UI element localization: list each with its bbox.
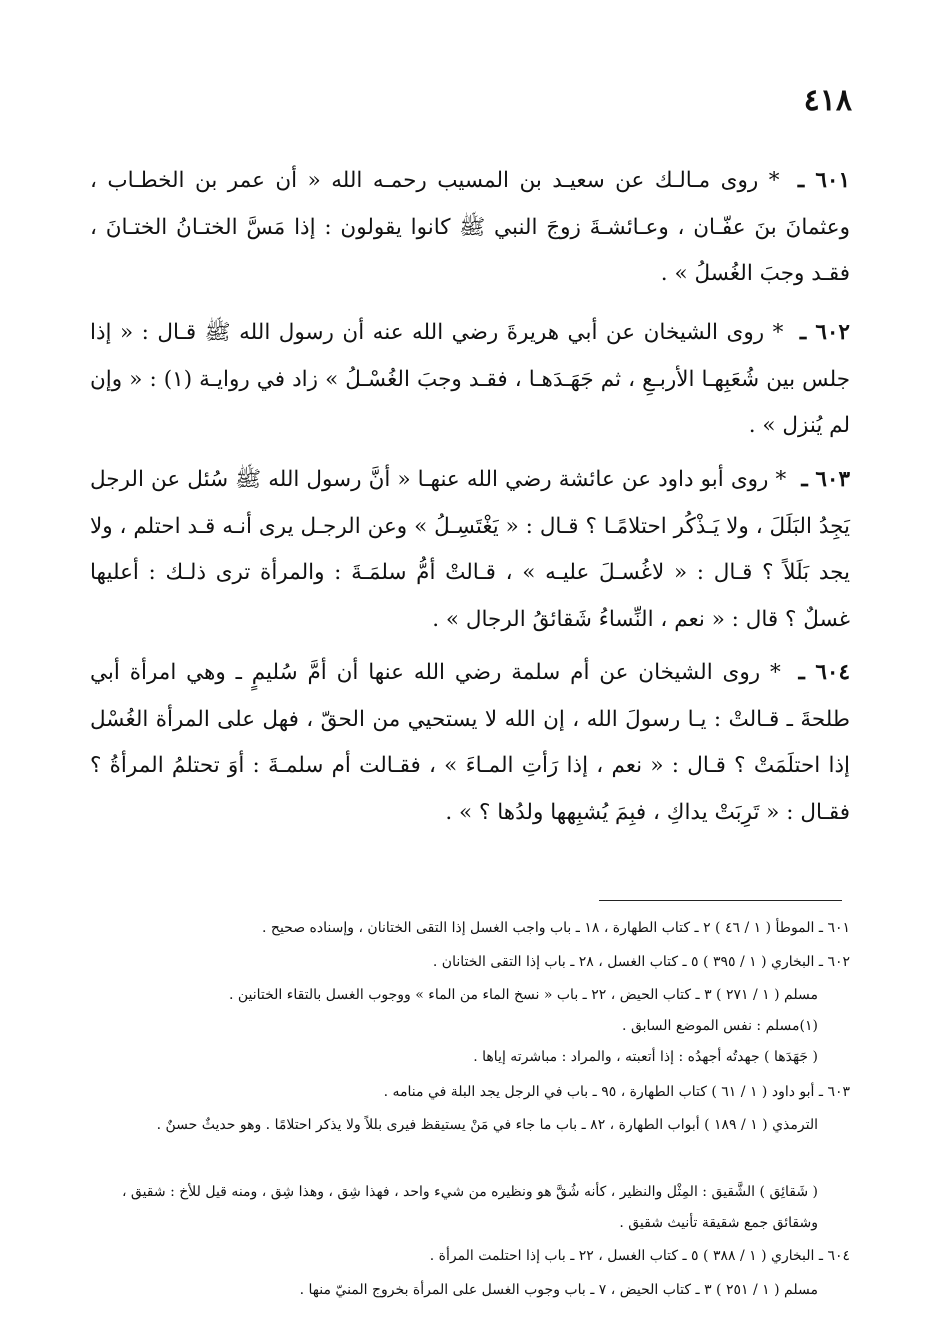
footnote: ٦٠١ ـ الموطأ ( ١ / ٤٦ ) ٢ ـ كتاب الطهارة ، ١٨ ـ باب واجب الغسل إذا التقى الختانان ، وإسناده صحيح .: [262, 920, 850, 936]
hadith-text: * روى الشيخان عن أم سلمة رضي الله عنها أن أمَّ سُليمٍ ـ وهي امرأة أبي طلحةَ ـ قـالتْ : يـا رسولَ الله ، إن الله لا يستحيي من الحقّ ، فهل على المرأة الغُسْل إذا احتلَمَتْ ؟ قـال : « نعم ، إذا رَأتِ المـاءَ » ، فقـالت أم سلمـةَ : أوَ تحتلمُ المرأةُ ؟ فقـال : « تَرِبَتْ يداكِ ، فبِمَ يُشبِهها ولدُها ؟ » .: [90, 660, 850, 825]
hadith-number: ٦٠٤ ـ: [798, 660, 850, 685]
hadith-number: ٦٠٢ ـ: [799, 320, 850, 345]
footnote: ( شَقائِق ) الشَّقيق : المِثْل والنظير ، كأنه شُقَّ هو ونظيره من شيء واحد ، فهذا شِق ، وهذا شِق ، ومنه قيل للأخ : شقيق ، وشقائق جمع شقيقة تأنيث شقيق .: [121, 1184, 818, 1231]
hadith-paragraph: [90, 650, 850, 836]
hadith-text: * روى أبو داود عن عائشة رضي الله عنهـا « أنَّ رسول الله ﷺ سُئل عن الرجل يَجِدُ البَلَلَ ، ولا يَـذْكُر احتلامًـا ؟ قـال : « يَغْتَسِـلُ » وعن الرجـل يرى أنـه قـد احتلم ، ولا يجد بَلَلاً ؟ قـال : « لاغُسـلَ عليـه » ، قـالتْ أمُّ سلمَـةَ : والمرأة ترى ذلـك : أعليها غسلٌ ؟ قال : « نعم ، النِّساءُ شَقائقُ الرجال » .: [90, 467, 850, 632]
footnote: ٦٠٣ ـ أبو داود ( ١ / ٦١ ) كتاب الطهارة ، ٩٥ ـ باب في الرجل يجد البلة في منامه .: [383, 1084, 850, 1100]
footnote: (١)مسلم : نفس الموضع السابق .: [622, 1018, 818, 1034]
hadith-paragraph: [90, 310, 850, 450]
footnote: الترمذي ( ١ / ١٨٩ ) أبواب الطهارة ، ٨٢ ـ باب ما جاء في مَنْ يستيقظ فيرى بللاً ولا يذكر احتلامًا . وهو حديثٌ حسنٌ .: [156, 1117, 818, 1133]
footnote: مسلم ( ١ / ٢٧١ ) ٣ ـ كتاب الحيض ، ٢٢ ـ باب « نسخ الماء من الماء » ووجوب الغسل بالتقاء الختانين .: [228, 987, 818, 1003]
footnote: ٦٠٤ ـ البخاري ( ١ / ٣٨٨ ) ٥ ـ كتاب الغسل ، ٢٢ ـ باب إذا احتلمت المرأة .: [429, 1248, 850, 1264]
footnote: ٦٠٢ ـ البخاري ( ١ / ٣٩٥ ) ٥ ـ كتاب الغسل ، ٢٨ ـ باب إذا التقى الختانان .: [432, 954, 850, 970]
hadith-text: * روى مـالـك عن سعيـد بن المسيب رحمـه الله « أن عمر بن الخطـاب ، وعثمانَ بنَ عفّـان ، وعـائشـةَ زوجَ النبي ﷺ كانوا يقولون : إذا مَسَّ الختـانُ الختـانَ ، فقـد وجبَ الغُسلُ » .: [90, 168, 850, 286]
hadith-text: * روى الشيخان عن أبي هريرةَ رضي الله عنه أن رسول الله ﷺ قـال : « إذا جلس بين شُعَبِهـا الأربـعِ ، ثم جَهَـدَهـا ، فقـد وجبَ الغُسْـلُ » زاد في روايـة (١) : « وإن لم يُنزل » .: [90, 320, 850, 438]
footnote-divider: [599, 900, 842, 901]
page-number: ٤١٨: [803, 83, 852, 118]
hadith-paragraph: [90, 158, 850, 298]
hadith-number: ٦٠١ ـ: [797, 168, 850, 193]
footnote: مسلم ( ١ / ٢٥١ ) ٣ ـ كتاب الحيض ، ٧ ـ باب وجوب الغسل على المرأة بخروج المنيّ منها .: [299, 1282, 818, 1298]
hadith-paragraph: [90, 457, 850, 643]
footnote: ( جَهَدَها ) جهدتُه أجهدُه : إذا أتعبته ، والمراد : مباشرته إياها .: [473, 1049, 818, 1065]
hadith-number: ٦٠٣ ـ: [801, 467, 850, 492]
